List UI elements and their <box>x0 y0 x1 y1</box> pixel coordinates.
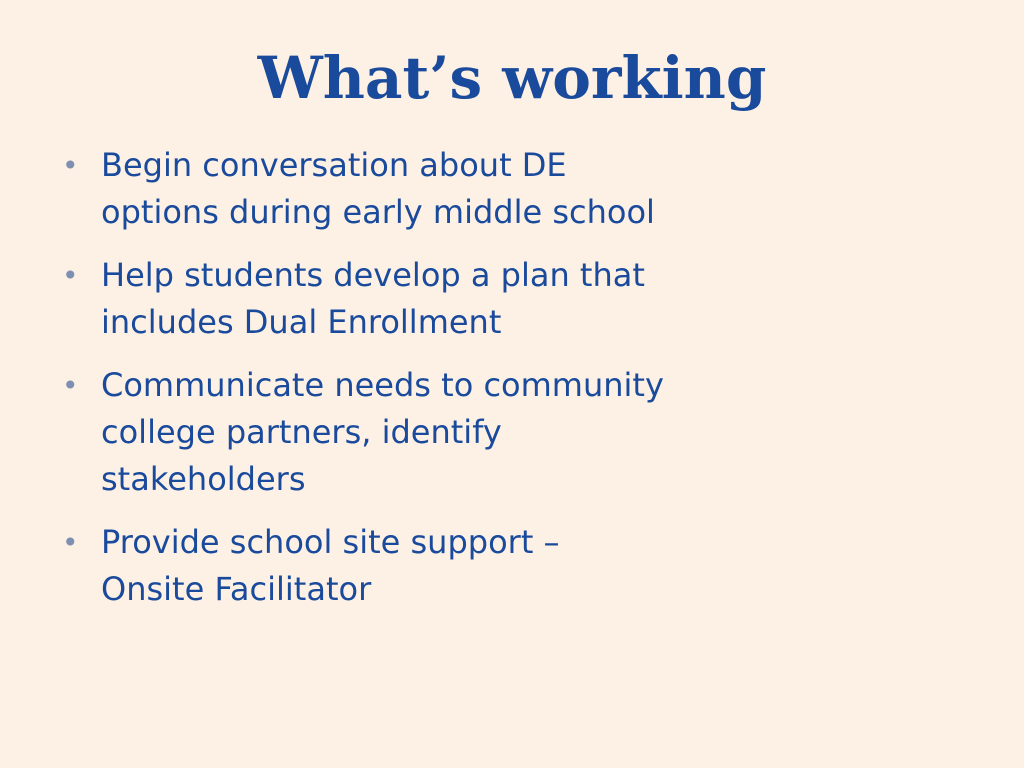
bullet-icon: • <box>62 259 79 292</box>
bullet-text-line: Provide school site support – <box>101 523 560 561</box>
bullet-text-line: includes Dual Enrollment <box>101 303 502 341</box>
bullet-text-line: Begin conversation about DE <box>101 146 567 184</box>
bullet-item <box>56 362 776 503</box>
bullet-icon: • <box>62 149 79 182</box>
bullet-icon: • <box>62 369 79 402</box>
bullet-item <box>56 519 776 613</box>
bullet-item <box>56 142 776 236</box>
bullet-text-line: college partners, identify <box>101 413 502 451</box>
bullet-text-line: Communicate needs to community <box>101 366 664 404</box>
bullet-item <box>56 252 776 346</box>
bullet-icon: • <box>62 526 79 559</box>
slide-title: What’s working <box>257 44 767 112</box>
bullet-list <box>56 142 776 629</box>
bullet-text-line: stakeholders <box>101 460 306 498</box>
bullet-text-line: Help students develop a plan that <box>101 256 645 294</box>
bullet-text-line: options during early middle school <box>101 193 655 231</box>
bullet-text-line: Onsite Facilitator <box>101 570 372 608</box>
